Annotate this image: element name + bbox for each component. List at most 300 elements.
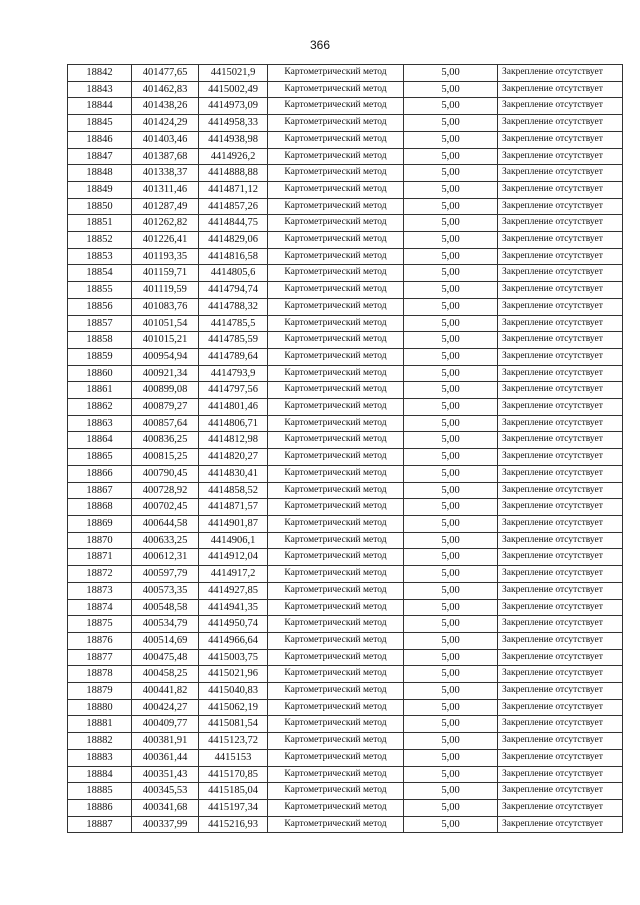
point-number-cell: 18850: [68, 198, 132, 215]
method-cell: Картометрический метод: [268, 599, 404, 616]
x-coordinate-cell: 401311,46: [132, 181, 199, 198]
y-coordinate-cell: 4414973,09: [199, 98, 268, 115]
method-cell: Картометрический метод: [268, 683, 404, 700]
point-number-cell: 18856: [68, 298, 132, 315]
method-cell: Картометрический метод: [268, 215, 404, 232]
y-coordinate-cell: 4414917,2: [199, 566, 268, 583]
fixation-cell: Закрепление отсутствует: [498, 482, 623, 499]
accuracy-cell: 5,00: [404, 165, 498, 182]
y-coordinate-cell: 4415197,34: [199, 799, 268, 816]
x-coordinate-cell: 401438,26: [132, 98, 199, 115]
fixation-cell: Закрепление отсутствует: [498, 666, 623, 683]
method-cell: Картометрический метод: [268, 432, 404, 449]
fixation-cell: Закрепление отсутствует: [498, 766, 623, 783]
table-row: [68, 432, 623, 449]
table-row: [68, 365, 623, 382]
y-coordinate-cell: 4415216,93: [199, 816, 268, 833]
table-row: [68, 315, 623, 332]
point-number-cell: 18847: [68, 148, 132, 165]
table-row: [68, 348, 623, 365]
method-cell: Картометрический метод: [268, 632, 404, 649]
point-number-cell: 18859: [68, 348, 132, 365]
table-row: [68, 783, 623, 800]
fixation-cell: Закрепление отсутствует: [498, 783, 623, 800]
x-coordinate-cell: 400409,77: [132, 716, 199, 733]
fixation-cell: Закрепление отсутствует: [498, 148, 623, 165]
point-number-cell: 18853: [68, 248, 132, 265]
method-cell: Картометрический метод: [268, 465, 404, 482]
method-cell: Картометрический метод: [268, 616, 404, 633]
table-row: [68, 549, 623, 566]
y-coordinate-cell: 4414906,1: [199, 532, 268, 549]
y-coordinate-cell: 4414789,64: [199, 348, 268, 365]
x-coordinate-cell: 401051,54: [132, 315, 199, 332]
accuracy-cell: 5,00: [404, 616, 498, 633]
fixation-cell: Закрепление отсутствует: [498, 215, 623, 232]
fixation-cell: Закрепление отсутствует: [498, 165, 623, 182]
y-coordinate-cell: 4414938,98: [199, 131, 268, 148]
accuracy-cell: 5,00: [404, 98, 498, 115]
table-row: [68, 131, 623, 148]
accuracy-cell: 5,00: [404, 566, 498, 583]
table-row: [68, 332, 623, 349]
x-coordinate-cell: 400458,25: [132, 666, 199, 683]
x-coordinate-cell: 401424,29: [132, 115, 199, 132]
point-number-cell: 18881: [68, 716, 132, 733]
table-row: [68, 799, 623, 816]
fixation-cell: Закрепление отсутствует: [498, 98, 623, 115]
point-number-cell: 18848: [68, 165, 132, 182]
table-row: [68, 649, 623, 666]
fixation-cell: Закрепление отсутствует: [498, 248, 623, 265]
fixation-cell: Закрепление отсутствует: [498, 365, 623, 382]
table-row: [68, 115, 623, 132]
y-coordinate-cell: 4414794,74: [199, 282, 268, 299]
point-number-cell: 18860: [68, 365, 132, 382]
table-row: [68, 582, 623, 599]
fixation-cell: Закрепление отсутствует: [498, 181, 623, 198]
accuracy-cell: 5,00: [404, 181, 498, 198]
point-number-cell: 18877: [68, 649, 132, 666]
point-number-cell: 18873: [68, 582, 132, 599]
method-cell: Картометрический метод: [268, 181, 404, 198]
table-row: [68, 265, 623, 282]
x-coordinate-cell: 400548,58: [132, 599, 199, 616]
method-cell: Картометрический метод: [268, 582, 404, 599]
point-number-cell: 18852: [68, 232, 132, 249]
x-coordinate-cell: 400381,91: [132, 733, 199, 750]
fixation-cell: Закрепление отсутствует: [498, 582, 623, 599]
method-cell: Картометрический метод: [268, 749, 404, 766]
x-coordinate-cell: 400337,99: [132, 816, 199, 833]
fixation-cell: Закрепление отсутствует: [498, 415, 623, 432]
point-number-cell: 18868: [68, 499, 132, 516]
accuracy-cell: 5,00: [404, 816, 498, 833]
x-coordinate-cell: 400612,31: [132, 549, 199, 566]
x-coordinate-cell: 400815,25: [132, 449, 199, 466]
table-row: [68, 415, 623, 432]
method-cell: Картометрический метод: [268, 799, 404, 816]
point-number-cell: 18865: [68, 449, 132, 466]
method-cell: Картометрический метод: [268, 382, 404, 399]
point-number-cell: 18857: [68, 315, 132, 332]
y-coordinate-cell: 4415123,72: [199, 733, 268, 750]
table-row: [68, 482, 623, 499]
method-cell: Картометрический метод: [268, 766, 404, 783]
table-row: [68, 566, 623, 583]
point-number-cell: 18882: [68, 733, 132, 750]
accuracy-cell: 5,00: [404, 332, 498, 349]
point-number-cell: 18863: [68, 415, 132, 432]
x-coordinate-cell: 400351,43: [132, 766, 199, 783]
table-row: [68, 81, 623, 98]
fixation-cell: Закрепление отсутствует: [498, 532, 623, 549]
fixation-cell: Закрепление отсутствует: [498, 566, 623, 583]
y-coordinate-cell: 4414958,33: [199, 115, 268, 132]
y-coordinate-cell: 4414858,52: [199, 482, 268, 499]
x-coordinate-cell: 401226,41: [132, 232, 199, 249]
y-coordinate-cell: 4415153: [199, 749, 268, 766]
y-coordinate-cell: 4415081,54: [199, 716, 268, 733]
table-row: [68, 198, 623, 215]
fixation-cell: Закрепление отсутствует: [498, 733, 623, 750]
method-cell: Картометрический метод: [268, 232, 404, 249]
point-number-cell: 18842: [68, 65, 132, 82]
method-cell: Картометрический метод: [268, 499, 404, 516]
x-coordinate-cell: 400441,82: [132, 683, 199, 700]
point-number-cell: 18876: [68, 632, 132, 649]
table-row: [68, 749, 623, 766]
table-row: [68, 282, 623, 299]
table-row: [68, 382, 623, 399]
table-row: [68, 515, 623, 532]
method-cell: Картометрический метод: [268, 298, 404, 315]
x-coordinate-cell: 400790,45: [132, 465, 199, 482]
table-row: [68, 816, 623, 833]
method-cell: Картометрический метод: [268, 532, 404, 549]
method-cell: Картометрический метод: [268, 248, 404, 265]
fixation-cell: Закрепление отсутствует: [498, 81, 623, 98]
accuracy-cell: 5,00: [404, 232, 498, 249]
fixation-cell: Закрепление отсутствует: [498, 816, 623, 833]
point-number-cell: 18858: [68, 332, 132, 349]
x-coordinate-cell: 401287,49: [132, 198, 199, 215]
fixation-cell: Закрепление отсутствует: [498, 115, 623, 132]
y-coordinate-cell: 4414926,2: [199, 148, 268, 165]
x-coordinate-cell: 400728,92: [132, 482, 199, 499]
y-coordinate-cell: 4415003,75: [199, 649, 268, 666]
x-coordinate-cell: 401193,35: [132, 248, 199, 265]
point-number-cell: 18845: [68, 115, 132, 132]
accuracy-cell: 5,00: [404, 649, 498, 666]
point-number-cell: 18883: [68, 749, 132, 766]
x-coordinate-cell: 400345,53: [132, 783, 199, 800]
method-cell: Картометрический метод: [268, 399, 404, 416]
coordinates-table: [67, 64, 623, 833]
method-cell: Картометрический метод: [268, 733, 404, 750]
x-coordinate-cell: 400879,27: [132, 399, 199, 416]
x-coordinate-cell: 400954,94: [132, 348, 199, 365]
y-coordinate-cell: 4414801,46: [199, 399, 268, 416]
fixation-cell: Закрепление отсутствует: [498, 449, 623, 466]
method-cell: Картометрический метод: [268, 783, 404, 800]
point-number-cell: 18878: [68, 666, 132, 683]
y-coordinate-cell: 4414785,59: [199, 332, 268, 349]
point-number-cell: 18849: [68, 181, 132, 198]
table-row: [68, 65, 623, 82]
method-cell: Картометрический метод: [268, 282, 404, 299]
y-coordinate-cell: 4414844,75: [199, 215, 268, 232]
method-cell: Картометрический метод: [268, 716, 404, 733]
accuracy-cell: 5,00: [404, 499, 498, 516]
accuracy-cell: 5,00: [404, 482, 498, 499]
accuracy-cell: 5,00: [404, 749, 498, 766]
table-row: [68, 666, 623, 683]
table-row: [68, 449, 623, 466]
accuracy-cell: 5,00: [404, 632, 498, 649]
y-coordinate-cell: 4414950,74: [199, 616, 268, 633]
accuracy-cell: 5,00: [404, 733, 498, 750]
accuracy-cell: 5,00: [404, 298, 498, 315]
method-cell: Картометрический метод: [268, 649, 404, 666]
point-number-cell: 18866: [68, 465, 132, 482]
y-coordinate-cell: 4415185,04: [199, 783, 268, 800]
coordinates-table-body: [68, 65, 623, 833]
method-cell: Картометрический метод: [268, 348, 404, 365]
method-cell: Картометрический метод: [268, 365, 404, 382]
fixation-cell: Закрепление отсутствует: [498, 632, 623, 649]
accuracy-cell: 5,00: [404, 282, 498, 299]
y-coordinate-cell: 4415021,96: [199, 666, 268, 683]
point-number-cell: 18869: [68, 515, 132, 532]
method-cell: Картометрический метод: [268, 415, 404, 432]
accuracy-cell: 5,00: [404, 449, 498, 466]
method-cell: Картометрический метод: [268, 482, 404, 499]
x-coordinate-cell: 400702,45: [132, 499, 199, 516]
table-row: [68, 499, 623, 516]
table-row: [68, 632, 623, 649]
fixation-cell: Закрепление отсутствует: [498, 198, 623, 215]
y-coordinate-cell: 4414812,98: [199, 432, 268, 449]
y-coordinate-cell: 4414912,04: [199, 549, 268, 566]
y-coordinate-cell: 4414830,41: [199, 465, 268, 482]
x-coordinate-cell: 400424,27: [132, 699, 199, 716]
method-cell: Картометрический метод: [268, 816, 404, 833]
table-row: [68, 232, 623, 249]
table-row: [68, 699, 623, 716]
table-row: [68, 181, 623, 198]
method-cell: Картометрический метод: [268, 449, 404, 466]
fixation-cell: Закрепление отсутствует: [498, 348, 623, 365]
x-coordinate-cell: 401015,21: [132, 332, 199, 349]
y-coordinate-cell: 4414805,6: [199, 265, 268, 282]
y-coordinate-cell: 4414941,35: [199, 599, 268, 616]
method-cell: Картометрический метод: [268, 98, 404, 115]
y-coordinate-cell: 4414793,9: [199, 365, 268, 382]
accuracy-cell: 5,00: [404, 532, 498, 549]
table-row: [68, 532, 623, 549]
table-row: [68, 215, 623, 232]
accuracy-cell: 5,00: [404, 131, 498, 148]
y-coordinate-cell: 4415040,83: [199, 683, 268, 700]
accuracy-cell: 5,00: [404, 666, 498, 683]
accuracy-cell: 5,00: [404, 348, 498, 365]
method-cell: Картометрический метод: [268, 566, 404, 583]
accuracy-cell: 5,00: [404, 766, 498, 783]
fixation-cell: Закрепление отсутствует: [498, 599, 623, 616]
accuracy-cell: 5,00: [404, 432, 498, 449]
method-cell: Картометрический метод: [268, 115, 404, 132]
accuracy-cell: 5,00: [404, 465, 498, 482]
accuracy-cell: 5,00: [404, 382, 498, 399]
x-coordinate-cell: 400921,34: [132, 365, 199, 382]
accuracy-cell: 5,00: [404, 265, 498, 282]
fixation-cell: Закрепление отсутствует: [498, 131, 623, 148]
table-row: [68, 399, 623, 416]
accuracy-cell: 5,00: [404, 515, 498, 532]
fixation-cell: Закрепление отсутствует: [498, 65, 623, 82]
point-number-cell: 18846: [68, 131, 132, 148]
fixation-cell: Закрепление отсутствует: [498, 332, 623, 349]
y-coordinate-cell: 4414788,32: [199, 298, 268, 315]
fixation-cell: Закрепление отсутствует: [498, 716, 623, 733]
y-coordinate-cell: 4414829,06: [199, 232, 268, 249]
x-coordinate-cell: 400534,79: [132, 616, 199, 633]
fixation-cell: Закрепление отсутствует: [498, 799, 623, 816]
fixation-cell: Закрепление отсутствует: [498, 616, 623, 633]
x-coordinate-cell: 401477,65: [132, 65, 199, 82]
method-cell: Картометрический метод: [268, 65, 404, 82]
method-cell: Картометрический метод: [268, 699, 404, 716]
y-coordinate-cell: 4415002,49: [199, 81, 268, 98]
x-coordinate-cell: 400857,64: [132, 415, 199, 432]
accuracy-cell: 5,00: [404, 783, 498, 800]
fixation-cell: Закрепление отсутствует: [498, 432, 623, 449]
table-row: [68, 766, 623, 783]
point-number-cell: 18879: [68, 683, 132, 700]
x-coordinate-cell: 401403,46: [132, 131, 199, 148]
point-number-cell: 18872: [68, 566, 132, 583]
fixation-cell: Закрепление отсутствует: [498, 649, 623, 666]
y-coordinate-cell: 4414806,71: [199, 415, 268, 432]
accuracy-cell: 5,00: [404, 215, 498, 232]
accuracy-cell: 5,00: [404, 198, 498, 215]
table-row: [68, 683, 623, 700]
y-coordinate-cell: 4414857,26: [199, 198, 268, 215]
table-row: [68, 716, 623, 733]
method-cell: Картометрический метод: [268, 332, 404, 349]
method-cell: Картометрический метод: [268, 131, 404, 148]
y-coordinate-cell: 4414871,57: [199, 499, 268, 516]
point-number-cell: 18886: [68, 799, 132, 816]
fixation-cell: Закрепление отсутствует: [498, 315, 623, 332]
y-coordinate-cell: 4414901,87: [199, 515, 268, 532]
x-coordinate-cell: 400475,48: [132, 649, 199, 666]
page-number: 366: [309, 38, 331, 52]
point-number-cell: 18870: [68, 532, 132, 549]
x-coordinate-cell: 401119,59: [132, 282, 199, 299]
fixation-cell: Закрепление отсутствует: [498, 265, 623, 282]
accuracy-cell: 5,00: [404, 148, 498, 165]
y-coordinate-cell: 4415170,85: [199, 766, 268, 783]
fixation-cell: Закрепление отсутствует: [498, 399, 623, 416]
x-coordinate-cell: 400341,68: [132, 799, 199, 816]
point-number-cell: 18871: [68, 549, 132, 566]
table-row: [68, 599, 623, 616]
accuracy-cell: 5,00: [404, 599, 498, 616]
accuracy-cell: 5,00: [404, 115, 498, 132]
x-coordinate-cell: 400644,58: [132, 515, 199, 532]
accuracy-cell: 5,00: [404, 415, 498, 432]
fixation-cell: Закрепление отсутствует: [498, 232, 623, 249]
table-row: [68, 298, 623, 315]
point-number-cell: 18862: [68, 399, 132, 416]
table-row: [68, 148, 623, 165]
x-coordinate-cell: 400361,44: [132, 749, 199, 766]
y-coordinate-cell: 4415021,9: [199, 65, 268, 82]
accuracy-cell: 5,00: [404, 582, 498, 599]
accuracy-cell: 5,00: [404, 81, 498, 98]
table-row: [68, 248, 623, 265]
x-coordinate-cell: 400514,69: [132, 632, 199, 649]
x-coordinate-cell: 400899,08: [132, 382, 199, 399]
fixation-cell: Закрепление отсутствует: [498, 382, 623, 399]
accuracy-cell: 5,00: [404, 799, 498, 816]
method-cell: Картометрический метод: [268, 666, 404, 683]
point-number-cell: 18875: [68, 616, 132, 633]
x-coordinate-cell: 401083,76: [132, 298, 199, 315]
method-cell: Картометрический метод: [268, 81, 404, 98]
x-coordinate-cell: 400836,25: [132, 432, 199, 449]
point-number-cell: 18880: [68, 699, 132, 716]
method-cell: Картометрический метод: [268, 265, 404, 282]
point-number-cell: 18887: [68, 816, 132, 833]
table-row: [68, 465, 623, 482]
fixation-cell: Закрепление отсутствует: [498, 549, 623, 566]
method-cell: Картометрический метод: [268, 165, 404, 182]
accuracy-cell: 5,00: [404, 315, 498, 332]
y-coordinate-cell: 4414820,27: [199, 449, 268, 466]
fixation-cell: Закрепление отсутствует: [498, 683, 623, 700]
method-cell: Картометрический метод: [268, 515, 404, 532]
point-number-cell: 18874: [68, 599, 132, 616]
x-coordinate-cell: 400633,25: [132, 532, 199, 549]
y-coordinate-cell: 4414871,12: [199, 181, 268, 198]
fixation-cell: Закрепление отсутствует: [498, 465, 623, 482]
accuracy-cell: 5,00: [404, 716, 498, 733]
accuracy-cell: 5,00: [404, 549, 498, 566]
fixation-cell: Закрепление отсутствует: [498, 298, 623, 315]
x-coordinate-cell: 401338,37: [132, 165, 199, 182]
y-coordinate-cell: 4414927,85: [199, 582, 268, 599]
method-cell: Картометрический метод: [268, 198, 404, 215]
method-cell: Картометрический метод: [268, 148, 404, 165]
point-number-cell: 18885: [68, 783, 132, 800]
point-number-cell: 18851: [68, 215, 132, 232]
fixation-cell: Закрепление отсутствует: [498, 282, 623, 299]
y-coordinate-cell: 4414888,88: [199, 165, 268, 182]
table-row: [68, 616, 623, 633]
point-number-cell: 18855: [68, 282, 132, 299]
method-cell: Картометрический метод: [268, 315, 404, 332]
accuracy-cell: 5,00: [404, 683, 498, 700]
accuracy-cell: 5,00: [404, 365, 498, 382]
y-coordinate-cell: 4414966,64: [199, 632, 268, 649]
point-number-cell: 18864: [68, 432, 132, 449]
x-coordinate-cell: 401159,71: [132, 265, 199, 282]
point-number-cell: 18843: [68, 81, 132, 98]
fixation-cell: Закрепление отсутствует: [498, 749, 623, 766]
